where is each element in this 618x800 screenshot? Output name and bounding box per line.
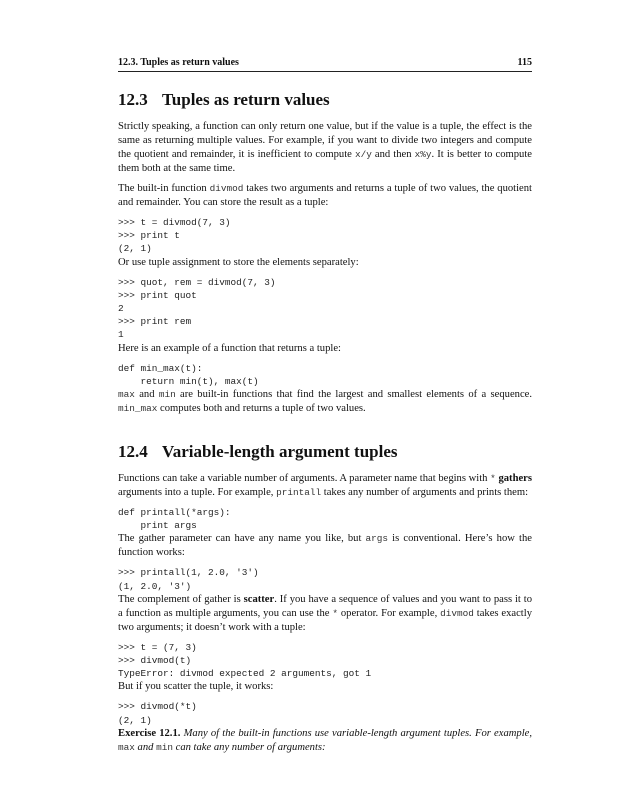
- section-number: 12.3: [118, 90, 148, 109]
- header-page-number: 115: [517, 57, 532, 68]
- text: computes both and returns a tuple of two values.: [157, 403, 366, 415]
- code-block: [118, 362, 532, 388]
- inline-code: min_max: [118, 403, 158, 415]
- inline-code: *: [332, 607, 338, 619]
- text: and then: [371, 149, 415, 160]
- text: and: [134, 741, 157, 753]
- exercise: [118, 727, 532, 755]
- code-line: (2, 1): [118, 243, 152, 255]
- code-block: [118, 700, 532, 726]
- text: arguments into a tuple. For example,: [118, 487, 277, 499]
- text: The gather parameter can have any name you like, but: [118, 533, 366, 545]
- paragraph: But if you scatter the tuple, it works:: [118, 681, 274, 693]
- paragraph: [118, 120, 532, 176]
- paragraph: [118, 532, 532, 560]
- text: operator. For example,: [337, 607, 441, 619]
- code-line: >>> divmod(t): [118, 655, 192, 667]
- section-heading-12-3: [118, 90, 532, 110]
- inline-code: min: [158, 389, 176, 401]
- inline-code: divmod: [209, 183, 244, 194]
- term: scatter: [243, 593, 275, 605]
- code-line: >>> print t: [118, 230, 180, 242]
- running-header: [118, 57, 532, 72]
- code-block: [118, 506, 532, 532]
- code-line: def printall(*args):: [118, 507, 231, 519]
- text: The complement of gather is: [118, 593, 244, 605]
- inline-code: printall: [276, 487, 322, 499]
- code-line: >>> t = (7, 3): [118, 641, 197, 653]
- code-block: [118, 216, 532, 256]
- text: . If you have a sequence of values and you want to pass it to a function as multiple arguments, you can use the: [118, 593, 532, 619]
- inline-code: *: [490, 473, 496, 485]
- text: takes any number of arguments and prints them:: [321, 487, 529, 499]
- inline-code: max: [118, 741, 135, 753]
- section-number: 12.4: [118, 442, 148, 462]
- code-line: 2: [118, 303, 124, 315]
- text: takes exactly two arguments; it doesn’t work with a tuple:: [118, 607, 532, 633]
- inline-code: max: [118, 389, 135, 401]
- code-line: >>> t = divmod(7, 3): [118, 217, 231, 228]
- section-heading-12-4: [118, 442, 532, 462]
- inline-code: args: [365, 533, 389, 545]
- text: . It is better to compute them both at the same time.: [118, 149, 532, 174]
- code-line: TypeError: divmod expected 2 arguments, got 1: [118, 668, 372, 680]
- code-line: print args: [118, 520, 197, 532]
- text: takes two arguments and returns a tuple of two values, the quotient and remainder. You can store the result as a tuple:: [118, 183, 532, 208]
- inline-code: min: [156, 741, 173, 753]
- paragraph: [118, 593, 532, 635]
- code-line: (1, 2.0, '3'): [118, 580, 192, 592]
- text: Strictly speaking, a function can only return one value, but if the value is a tuple, the effect is the same as returning multiple values. For example, if you want to divide two integers and compute the quotient and remainder, it is inefficient to compute: [118, 121, 532, 160]
- section-title: Variable-length argument tuples: [162, 442, 398, 462]
- code-block: [118, 276, 532, 342]
- book-page: [118, 57, 532, 755]
- inline-code: x/y: [354, 149, 372, 160]
- code-line: >>> divmod(*t): [118, 701, 197, 713]
- section-title: Tuples as return values: [162, 90, 330, 109]
- code-block: [118, 566, 532, 592]
- text: Functions can take a variable number of arguments. A parameter name that begins with: [118, 473, 491, 485]
- code-line: >>> print rem: [118, 316, 192, 328]
- code-line: >>> print quot: [118, 289, 197, 301]
- code-line: 1: [118, 329, 124, 341]
- term: gathers: [498, 473, 532, 485]
- text: is conventional. Here’s how the function works:: [118, 533, 532, 559]
- code-line: >>> quot, rem = divmod(7, 3): [118, 276, 276, 288]
- paragraph: [118, 182, 532, 210]
- paragraph: [118, 472, 532, 500]
- inline-code: x%y: [414, 149, 432, 160]
- code-line: def min_max(t):: [118, 362, 203, 374]
- code-line: >>> printall(1, 2.0, '3'): [118, 567, 259, 579]
- code-line: return min(t), max(t): [118, 375, 259, 387]
- text: Many of the built-in functions use variable-length argument tuples. For example,: [180, 727, 532, 739]
- code-line: (2, 1): [118, 714, 152, 726]
- paragraph: Here is an example of a function that returns a tuple:: [118, 342, 341, 354]
- paragraph: [118, 388, 532, 416]
- text: can take any number of arguments:: [172, 741, 326, 753]
- text: and: [134, 389, 159, 401]
- code-block: [118, 641, 532, 681]
- header-section-title: 12.3. Tuples as return values: [118, 57, 239, 68]
- text: are built-in functions that find the largest and smallest elements of a sequence.: [175, 389, 532, 401]
- inline-code: divmod: [440, 607, 474, 619]
- exercise-label: Exercise 12.1.: [118, 727, 181, 739]
- text: The built-in function: [118, 183, 210, 194]
- paragraph: Or use tuple assignment to store the elements separately:: [118, 256, 359, 268]
